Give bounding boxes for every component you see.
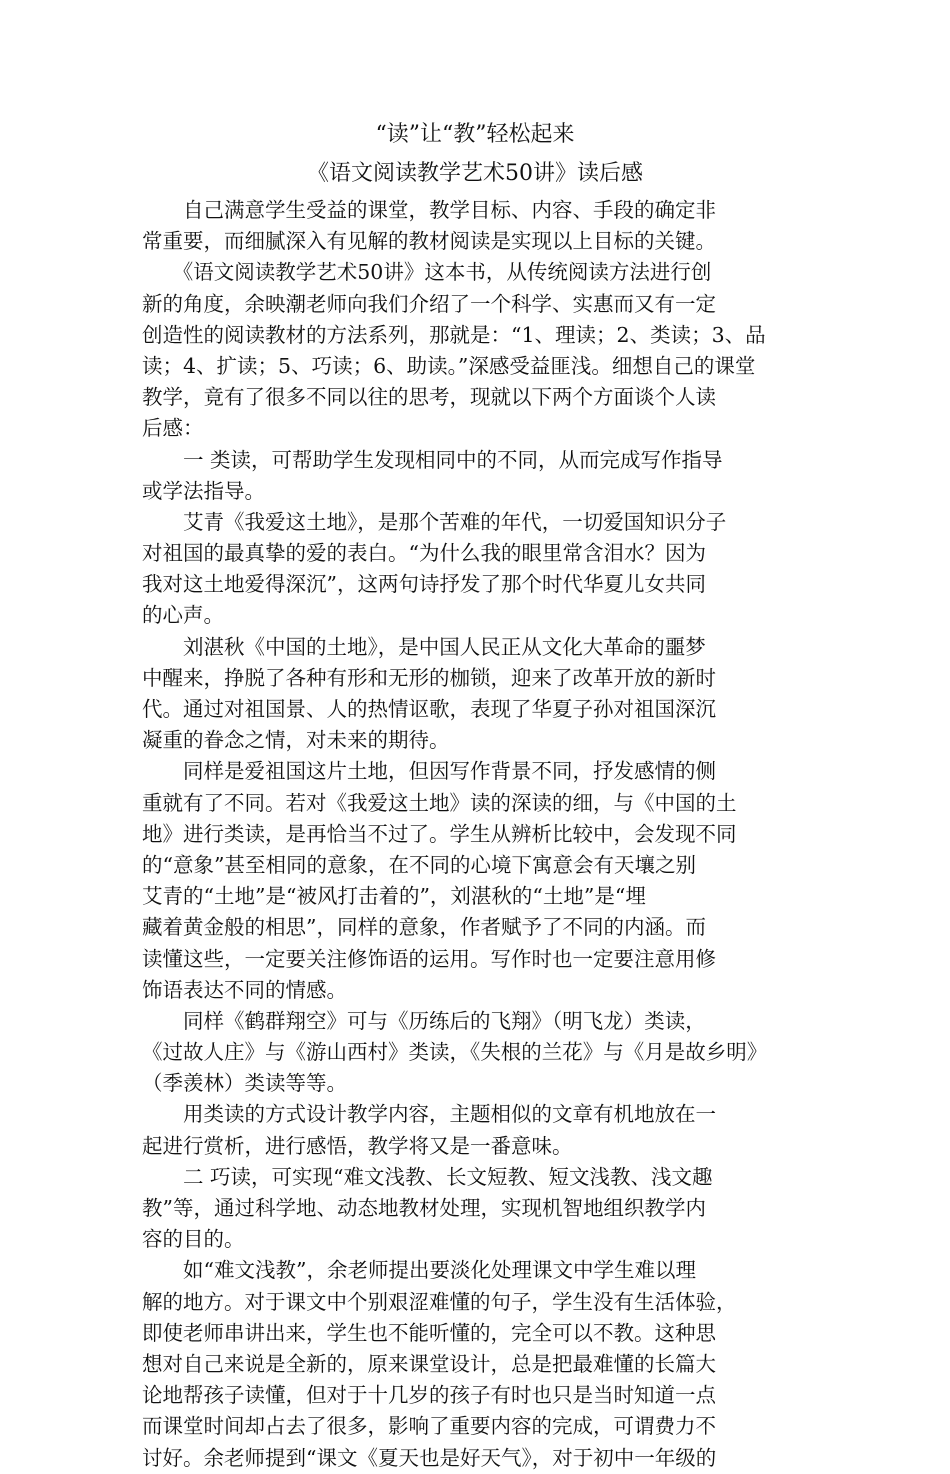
body-text-line: 对祖国的最真挚的爱的表白。“为什么我的眼里常含泪水？因为 [142,541,706,566]
body-text-line: 起进行赏析，进行感悟，教学将又是一番意味。 [142,1133,573,1158]
body-text-line: 用类读的方式设计教学内容，主题相似的文章有机地放在一 [142,1102,716,1127]
body-text-line: 讨好。余老师提到“课文《夏天也是好天气》，对于初中一年级的 [142,1445,717,1470]
body-text-line: 自己满意学生受益的课堂，教学目标、内容、手段的确定非 [142,198,716,222]
body-text-line: 《过故人庄》与《游山西村》类读，《失根的兰花》与《月是故乡明》 [142,1040,768,1065]
body-text-line: 凝重的眷念之情，对未来的期待。 [142,728,450,753]
body-text-line: 如“难文浅教”，余老师提出要淡化处理课文中学生难以理 [142,1258,696,1283]
body-text-line: 艾青《我爱这土地》，是那个苦难的年代，一切爱国知识分子 [142,509,727,534]
body-text-line: 的“意象”甚至相同的意象，在不同的心境下寓意会有天壤之别 [142,852,696,877]
body-text-line: 的心声。 [142,603,224,628]
body-text-line: （季羡林）类读等等。 [142,1071,347,1096]
body-text-line: 常重要，而细腻深入有见解的教材阅读是实现以上目标的关键。 [142,229,716,254]
body-text-line: 中醒来，挣脱了各种有形和无形的枷锁，迎来了改革开放的新时 [142,665,716,690]
body-text-line: 教学，竟有了很多不同以往的思考，现就以下两个方面谈个人读 [142,385,716,410]
body-text-line: 创造性的阅读教材的方法系列，那就是：“1、理读；2、类读；3、品 [142,322,766,347]
body-text-line: 读懂这些，一定要关注修饰语的运用。写作时也一定要注意用修 [142,946,716,971]
body-text-line: 二 巧读，可实现“难文浅教、长文短教、短文浅教、浅文趣 [142,1164,713,1189]
body-text-line: 而课堂时间却占去了很多，影响了重要内容的完成，可谓费力不 [142,1414,716,1439]
body-text-line: 后感： [142,416,204,441]
body-text-line: 同样是爱祖国这片土地，但因写作背景不同，抒发感情的侧 [142,759,716,784]
body-text-line: 或学法指导。 [142,478,265,503]
document-body [142,195,810,1474]
body-text-line: 解的地方。对于课文中个别艰涩难懂的句子，学生没有生活体验， [142,1289,737,1314]
body-text-line: 《语文阅读教学艺术50讲》这本书，从传统阅读方法进行创 [142,260,712,285]
body-text-line: 饰语表达不同的情感。 [142,977,347,1002]
body-text-line: 一 类读，可帮助学生发现相同中的不同，从而完成写作指导 [142,447,723,472]
body-text-line: 地》进行类读，是再恰当不过了。学生从辨析比较中，会发现不同 [142,821,737,846]
body-text-line: 藏着黄金般的相思”，同样的意象，作者赋予了不同的内涵。而 [142,915,706,940]
body-text-line: 同样《鹤群翔空》可与《历练后的飞翔》（明飞龙）类读， [142,1008,706,1033]
document-title: “读”让“教”轻松起来 [375,122,575,147]
body-text-line: 我对这土地爱得深沉”，这两句诗抒发了那个时代华夏儿女共同 [142,572,706,597]
body-text-line: 想对自己来说是全新的，原来课堂设计，总是把最难懂的长篇大 [142,1351,716,1376]
body-text-line: 读；4、扩读；5、巧读；6、助读。”深感受益匪浅。细想自己的课堂 [142,353,756,378]
body-text-line: 新的角度，余映潮老师向我们介绍了一个科学、实惠而又有一定 [142,291,716,316]
body-text-line: 重就有了不同。若对《我爱这土地》读的深读的细，与《中国的土 [142,790,737,815]
document-subtitle: 《语文阅读教学艺术50讲》读后感 [307,161,643,186]
body-text-line: 教”等，通过科学地、动态地教材处理，实现机智地组织教学内 [142,1196,706,1220]
body-text-line: 论地帮孩子读懂，但对于十几岁的孩子有时也只是当时知道一点 [142,1383,716,1408]
body-text-line: 容的目的。 [142,1227,245,1252]
body-text-line: 刘湛秋《中国的土地》，是中国人民正从文化大革命的噩梦 [142,634,706,659]
body-text-line: 代。通过对祖国景、人的热情讴歌，表现了华夏子孙对祖国深沉 [142,697,716,721]
body-text-line: 艾青的“土地”是“被风打击着的”，刘湛秋的“土地”是“埋 [142,884,646,909]
body-text-line: 即使老师串讲出来，学生也不能听懂的，完全可以不教。这种思 [142,1320,716,1345]
